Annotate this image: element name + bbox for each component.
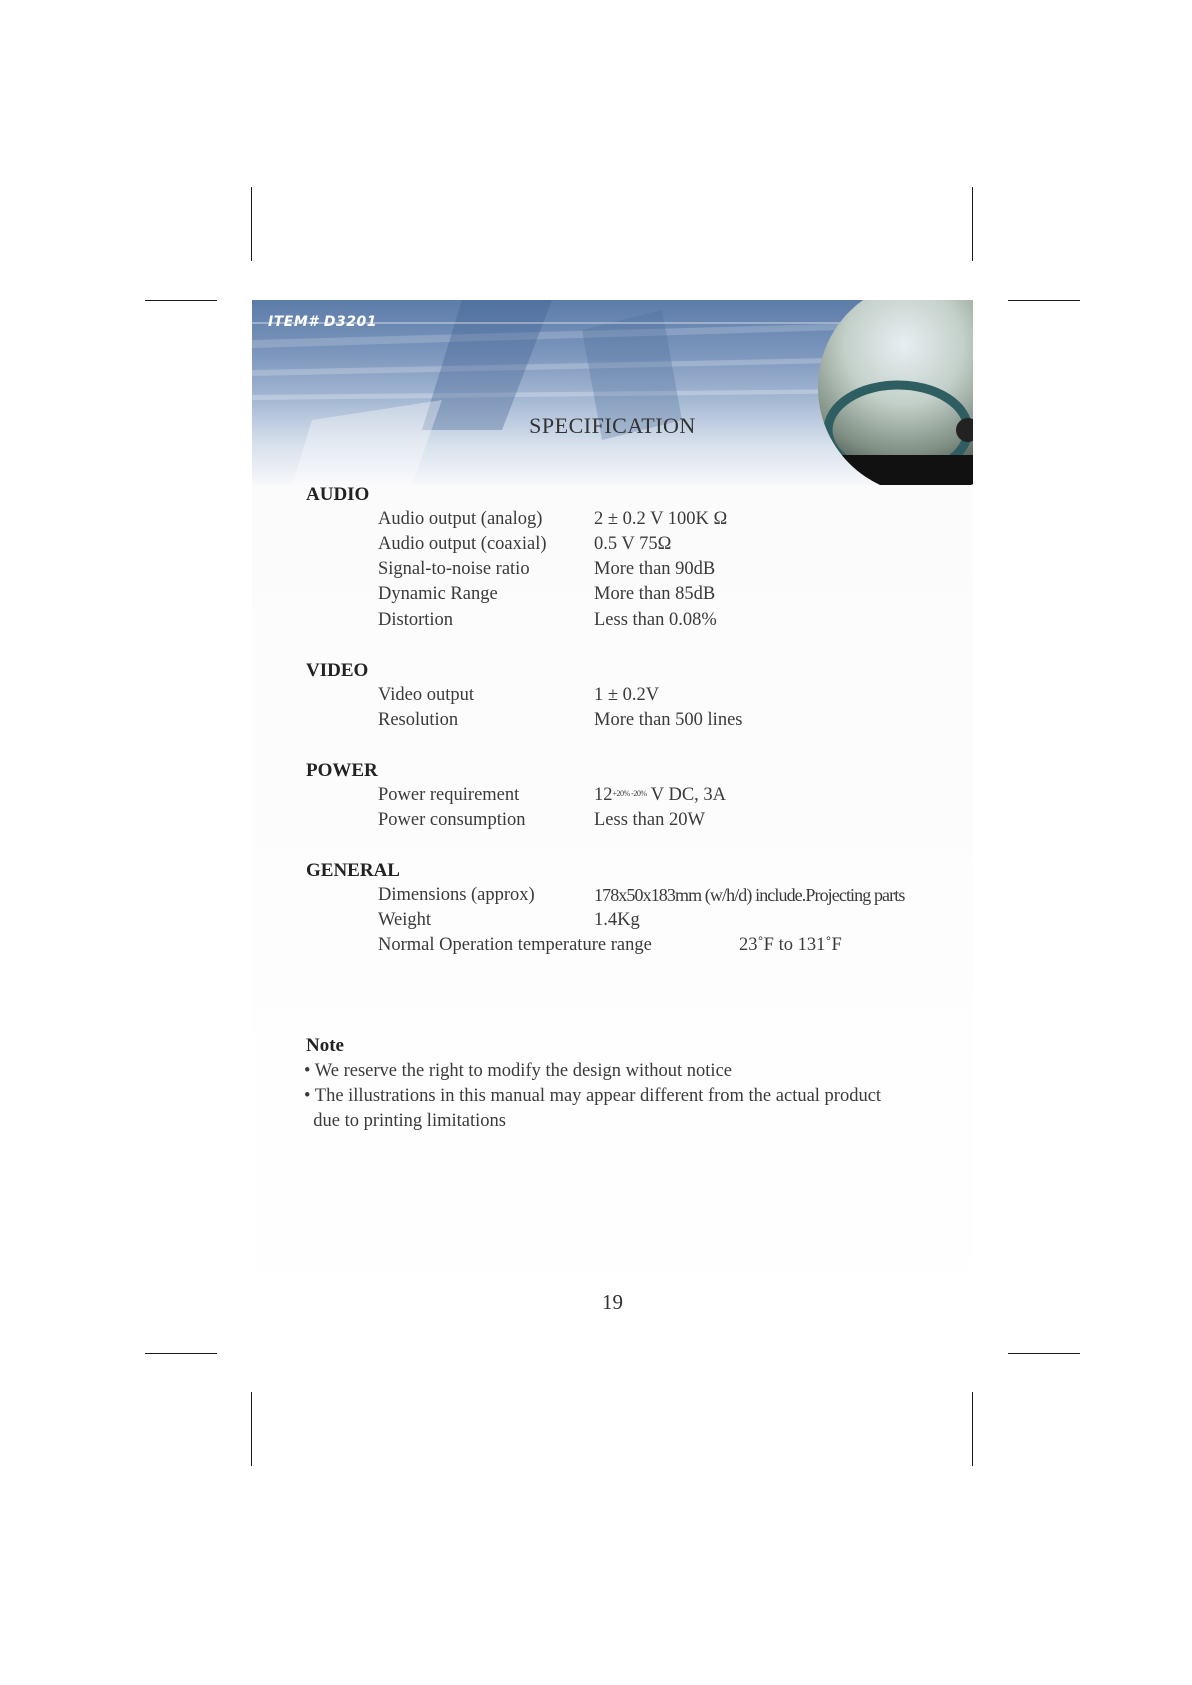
note-heading: Note <box>306 1035 344 1056</box>
spec-label: Weight <box>378 910 431 930</box>
spec-label: Audio output (coaxial) <box>378 534 547 554</box>
spec-value: 1.4Kg <box>594 910 640 930</box>
spec-label: Power requirement <box>378 785 520 805</box>
crop-mark <box>251 187 252 261</box>
spec-value: Less than 20W <box>594 810 705 830</box>
crop-mark <box>972 187 973 261</box>
spec-label: Resolution <box>378 710 459 730</box>
manual-page <box>252 300 973 1352</box>
crop-mark <box>1008 300 1080 301</box>
spec-label: Signal-to-noise ratio <box>378 559 530 579</box>
note-line: • The illustrations in this manual may appear different from the actual product <box>304 1086 882 1106</box>
spec-value: More than 500 lines <box>594 710 743 730</box>
page-title: SPECIFICATION <box>529 413 696 438</box>
note-line: • We reserve the right to modify the design without notice <box>304 1061 732 1081</box>
crop-mark <box>145 1353 217 1354</box>
section-heading-general: GENERAL <box>306 860 400 881</box>
spec-value: 1 ± 0.2V <box>594 685 660 705</box>
spec-label: Power consumption <box>378 810 526 830</box>
crop-mark <box>145 300 217 301</box>
crop-mark <box>972 1392 973 1466</box>
section-heading-video: VIDEO <box>306 660 369 681</box>
spec-value-power-requirement <box>594 785 726 806</box>
spec-value: 0.5 V 75Ω <box>594 534 672 554</box>
spec-value: 2 ± 0.2 V 100K Ω <box>594 509 728 529</box>
note-line: due to printing limitations <box>304 1111 506 1131</box>
spec-label: Dimensions (approx) <box>378 885 535 905</box>
spec-value: 178x50x183mm (w/h/d) include.Projecting parts <box>594 885 905 905</box>
tolerance-superscript: +20% -20% <box>612 789 647 798</box>
header-banner <box>252 300 973 485</box>
voltage-value: 12 <box>594 785 613 805</box>
spec-label: Normal Operation temperature range <box>378 935 652 955</box>
spec-value: Less than 0.08% <box>594 610 717 630</box>
item-number: ITEM# D3201 <box>268 314 377 330</box>
section-heading-audio: AUDIO <box>306 484 370 505</box>
spec-label: Dynamic Range <box>378 584 498 604</box>
section-heading-power: POWER <box>306 760 378 781</box>
spec-label: Video output <box>378 685 475 705</box>
spec-label: Distortion <box>378 610 454 630</box>
spec-value: 23˚F to 131˚F <box>739 935 842 955</box>
crop-mark <box>251 1392 252 1466</box>
voltage-unit: V DC, 3A <box>646 785 727 805</box>
spec-value: More than 85dB <box>594 584 716 604</box>
spec-value: More than 90dB <box>594 559 716 579</box>
page-number: 19 <box>602 1290 623 1314</box>
crop-mark <box>1008 1353 1080 1354</box>
spec-label: Audio output (analog) <box>378 509 543 529</box>
